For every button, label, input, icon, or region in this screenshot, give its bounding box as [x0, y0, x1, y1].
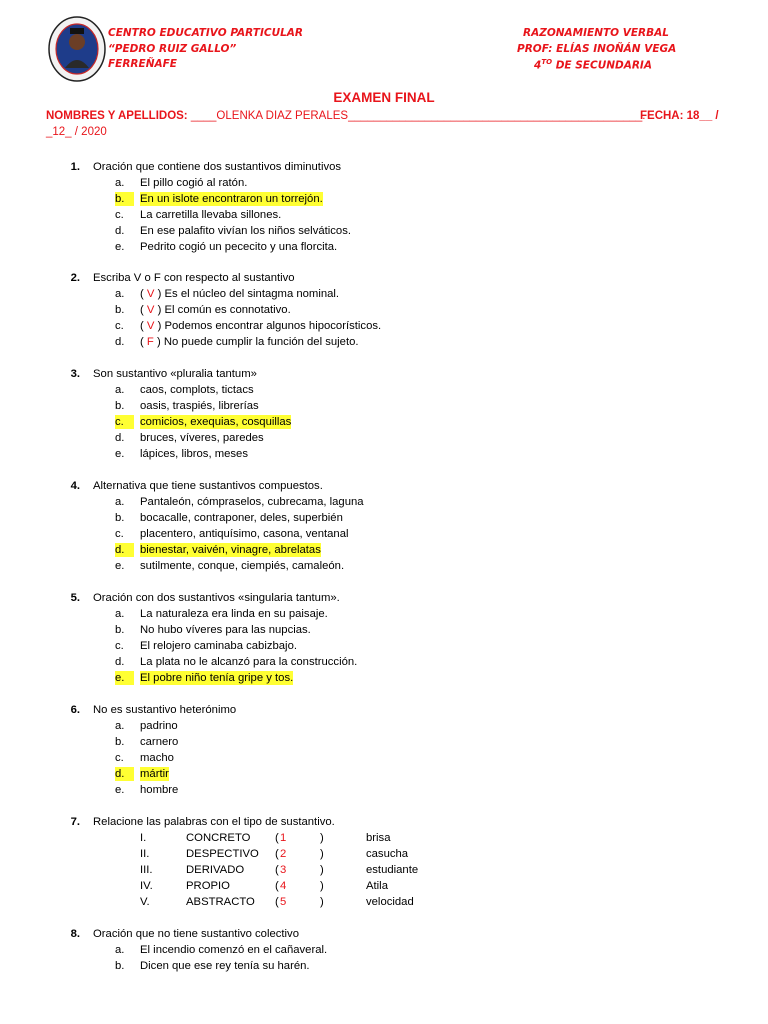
option-text: sutilmente, conque, ciempiés, camaleón.: [140, 560, 345, 572]
question-number: 7.: [70, 816, 80, 828]
answer-mark: 2: [280, 848, 287, 860]
paren-open: (: [140, 336, 147, 348]
answer-mark: 5: [280, 896, 287, 908]
paren-close: ): [320, 880, 324, 892]
option-letter: c.: [115, 528, 124, 540]
example-word: casucha: [366, 848, 409, 860]
option-letter: b.: [115, 192, 134, 206]
roman-numeral: II.: [140, 848, 150, 860]
option-statement: ) El común es connotativo.: [154, 304, 291, 316]
option-text: Pedrito cogió un pececito y una florcita.: [140, 241, 338, 253]
question-text: Escriba V o F con respecto al sustantivo: [93, 272, 295, 284]
answer-mark: 1: [280, 832, 287, 844]
option-letter: c.: [115, 320, 124, 332]
option-text: El relojero caminaba cabizbajo.: [140, 640, 297, 652]
option-text: [140, 335, 359, 349]
question-text: Oración que no tiene sustantivo colectivo: [93, 928, 299, 940]
example-word: brisa: [366, 832, 391, 844]
option-letter: e.: [115, 784, 125, 796]
answer-mark: 4: [280, 880, 287, 892]
option-text: carnero: [140, 736, 179, 748]
teacher-name: PROF: ELÍAS INOÑÁN VEGA: [517, 43, 677, 55]
roman-numeral: V.: [140, 896, 150, 908]
option-text-highlighted: bienestar, vaivén, vinagre, abrelatas: [140, 544, 321, 556]
option-text: caos, complots, tictacs: [140, 384, 254, 396]
option-letter: c.: [115, 640, 124, 652]
question-text: Alternativa que tiene sustantivos compuestos.: [93, 480, 323, 492]
option-statement: ) No puede cumplir la función del sujeto.: [153, 336, 359, 348]
option-text: oasis, traspiés, librerías: [140, 400, 259, 412]
option-letter: e.: [115, 448, 125, 460]
option-letter: d.: [115, 432, 125, 444]
option-letter: b.: [115, 512, 125, 524]
school-type: CENTRO EDUCATIVO PARTICULAR: [108, 27, 304, 39]
option-text: bruces, víveres, paredes: [140, 432, 264, 444]
noun-type: ABSTRACTO: [186, 896, 255, 908]
option-text-highlighted: En un islote encontraron un torrejón.: [140, 193, 323, 205]
option-letter: c.: [115, 752, 124, 764]
question-text: Son sustantivo «pluralia tantum»: [93, 368, 257, 380]
exam-title: EXAMEN FINAL: [333, 90, 435, 105]
option-letter: b.: [115, 960, 125, 972]
option-text-highlighted: mártir: [140, 768, 169, 780]
noun-type: PROPIO: [186, 880, 230, 892]
option-text: El incendio comenzó en el cañaveral.: [140, 944, 328, 956]
option-letter: a.: [115, 496, 125, 508]
example-word: velocidad: [366, 896, 414, 908]
option-text: padrino: [140, 720, 178, 732]
option-text: La carretilla llevaba sillones.: [140, 209, 282, 221]
paren-open: (: [140, 304, 147, 316]
question-number: 1.: [70, 161, 80, 173]
question-number: 8.: [70, 928, 80, 940]
option-letter: e.: [115, 241, 125, 253]
answer-mark: 3: [280, 864, 287, 876]
option-text: [140, 287, 339, 301]
answer-mark: V: [146, 320, 155, 332]
option-text: [140, 319, 381, 333]
question-number: 5.: [70, 592, 80, 604]
question-text: No es sustantivo heterónimo: [93, 704, 237, 716]
noun-type: CONCRETO: [186, 832, 251, 844]
option-letter: a.: [115, 177, 125, 189]
paren-open: (: [275, 832, 279, 844]
option-text: placentero, antiquísimo, casona, ventanal: [140, 528, 349, 540]
option-letter: c.: [115, 415, 134, 429]
question-number: 2.: [70, 272, 80, 284]
option-letter: a.: [115, 720, 125, 732]
option-letter: d.: [115, 767, 134, 781]
question-text: Oración que contiene dos sustantivos diminutivos: [93, 161, 342, 173]
option-text-highlighted: comicios, exequias, cosquillas: [140, 416, 292, 428]
option-text: En ese palafito vivían los niños selváticos.: [140, 225, 351, 237]
school-name: “PEDRO RUIZ GALLO”: [108, 43, 237, 55]
option-text: [140, 303, 291, 317]
option-statement: ) Podemos encontrar algunos hipocorísticos.: [154, 320, 382, 332]
option-letter: c.: [115, 209, 124, 221]
option-letter: a.: [115, 384, 125, 396]
roman-numeral: IV.: [140, 880, 153, 892]
question-number: 4.: [70, 480, 80, 492]
paren-close: ): [320, 832, 324, 844]
option-text-highlighted: El pobre niño tenía gripe y tos.: [140, 672, 294, 684]
option-text: hombre: [140, 784, 179, 796]
option-text: Pantaleón, cómpraselos, cubrecama, laguna: [140, 496, 364, 508]
option-letter: a.: [115, 944, 125, 956]
option-statement: ) Es el núcleo del sintagma nominal.: [154, 288, 340, 300]
example-word: Atila: [366, 880, 388, 892]
question-text: Oración con dos sustantivos «singularia tantum».: [93, 592, 340, 604]
option-text: El pillo cogió al ratón.: [140, 177, 248, 189]
paren-open: (: [140, 320, 147, 332]
date-value: _12_ / 2020: [46, 126, 107, 138]
option-text: No hubo víveres para las nupcias.: [140, 624, 311, 636]
option-letter: d.: [115, 656, 125, 668]
noun-type: DERIVADO: [186, 864, 245, 876]
option-text: La naturaleza era linda en su paisaje.: [140, 608, 328, 620]
roman-numeral: III.: [140, 864, 153, 876]
answer-mark: V: [146, 288, 155, 300]
paren-close: ): [320, 848, 324, 860]
paren-open: (: [275, 880, 279, 892]
example-word: estudiante: [366, 864, 419, 876]
question-number: 3.: [70, 368, 80, 380]
school-city: FERREÑAFE: [108, 58, 177, 70]
paren-close: ): [320, 864, 324, 876]
course-name: RAZONAMIENTO VERBAL: [523, 27, 669, 39]
roman-numeral: I.: [140, 832, 147, 844]
school-seal-logo: [48, 16, 106, 82]
student-label: NOMBRES Y APELLIDOS:: [46, 110, 188, 122]
option-letter: b.: [115, 736, 125, 748]
option-letter: b.: [115, 624, 125, 636]
paren-open: (: [275, 896, 279, 908]
paren-close: ): [320, 896, 324, 908]
option-letter: e.: [115, 560, 125, 572]
paren-open: (: [275, 848, 279, 860]
date-label: FECHA: 18__ /: [640, 110, 719, 122]
option-text: Dicen que ese rey tenía su harén.: [140, 960, 310, 972]
answer-mark: F: [146, 336, 154, 348]
option-letter: e.: [115, 671, 134, 685]
option-letter: d.: [115, 225, 125, 237]
option-letter: d.: [115, 543, 134, 557]
option-text: La plata no le alcanzó para la construcción.: [140, 656, 358, 668]
question-number: 6.: [70, 704, 80, 716]
option-letter: a.: [115, 288, 125, 300]
question-text: Relacione las palabras con el tipo de sustantivo.: [93, 816, 335, 828]
option-letter: b.: [115, 400, 125, 412]
option-text: bocacalle, contraponer, deles, superbién: [140, 512, 343, 524]
option-letter: d.: [115, 336, 125, 348]
noun-type: DESPECTIVO: [186, 848, 259, 860]
option-text: lápices, libros, meses: [140, 448, 248, 460]
option-letter: a.: [115, 608, 125, 620]
answer-mark: V: [146, 304, 155, 316]
student-info: [46, 108, 726, 140]
grade-level: $4^{TO}$ DE SECUNDARIA: [534, 58, 652, 72]
paren-open: (: [275, 864, 279, 876]
option-text: macho: [140, 752, 174, 764]
option-letter: b.: [115, 304, 125, 316]
student-name: ____OLENKA DIAZ PERALES______________________________________________.: [190, 110, 646, 122]
paren-open: (: [140, 288, 147, 300]
